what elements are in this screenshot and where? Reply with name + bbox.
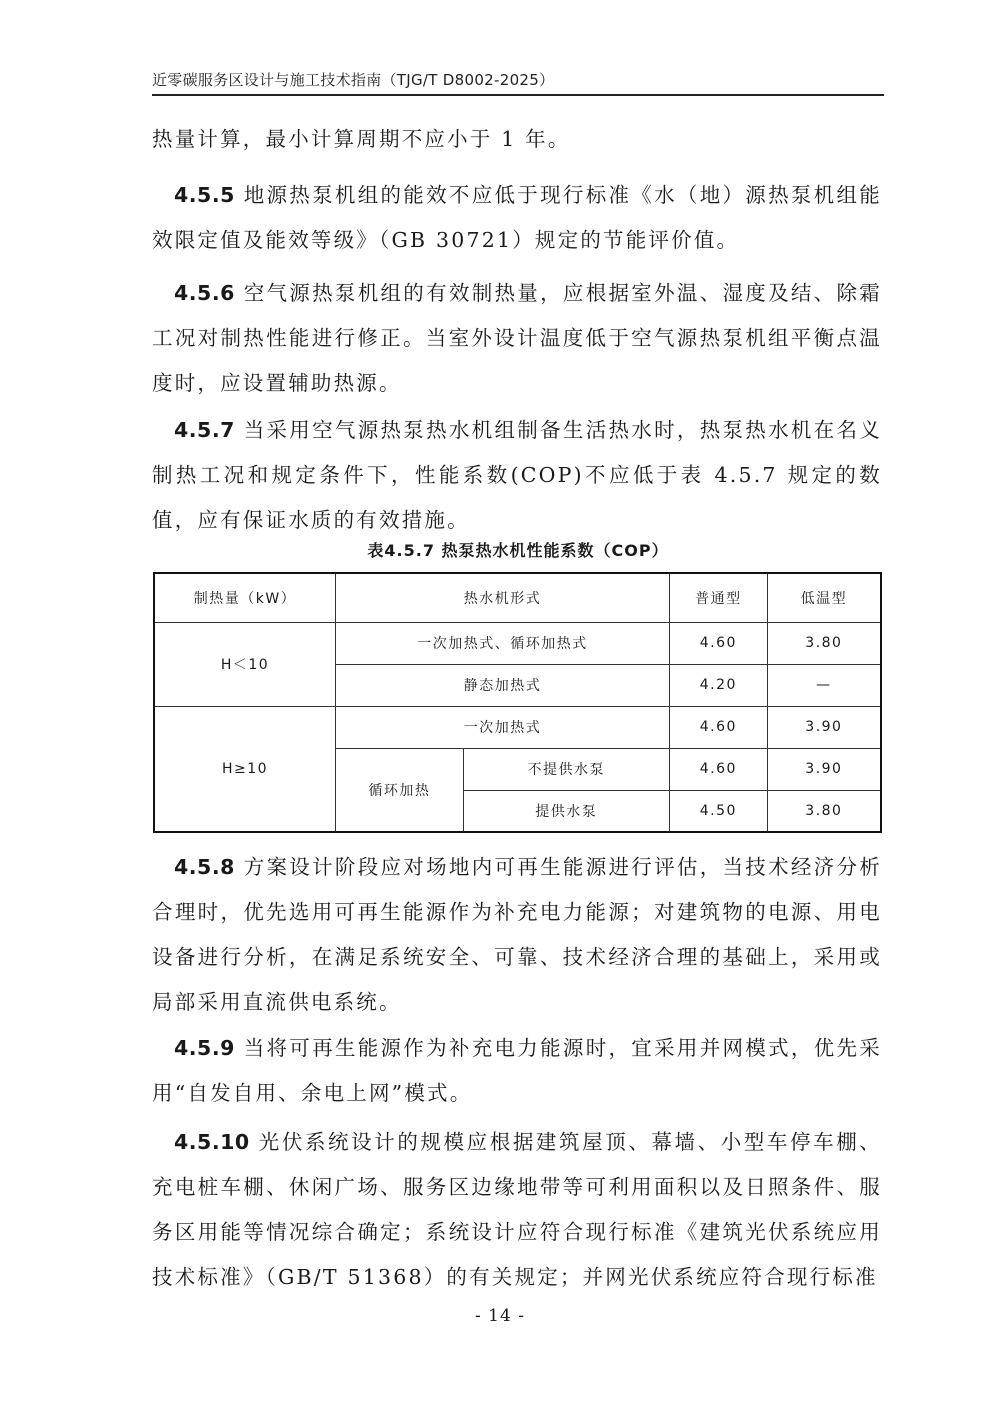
clause-number: 4.5.5 — [174, 183, 235, 207]
clause-text: 光伏系统设计的规模应根据建筑屋顶、幕墙、小型车停车棚、充电桩车棚、休闲广场、服务区边缘地带等可利用面积以及日照条件、服务区用能等情况综合确定；系统设计应符合现行标准《建筑光伏系统应用技术标准》（GB/T 51368）的有关规定；并网光伏系统应符合现行标准 — [152, 1130, 882, 1289]
paragraph-text: 热量计算，最小计算周期不应小于 1 年。 — [152, 127, 571, 151]
normal-cop-cell: 4.50 — [669, 790, 767, 832]
normal-cop-cell: 4.60 — [669, 748, 767, 790]
clause-number: 4.5.9 — [174, 1036, 235, 1060]
header-low: 低温型 — [767, 573, 881, 622]
table-row — [154, 706, 881, 748]
capacity-cell: H≥10 — [154, 706, 336, 832]
clause-4-5-6 — [152, 271, 882, 406]
low-cop-cell: 3.90 — [767, 706, 881, 748]
normal-cop-cell: 4.20 — [669, 664, 767, 706]
clause-text: 当采用空气源热泵热水机组制备生活热水时，热泵热水机在名义制热工况和规定条件下，性能系数(COP)不应低于表 4.5.7 规定的数值，应有保证水质的有效措施。 — [152, 418, 882, 532]
clause-number: 4.5.6 — [174, 281, 235, 305]
form-cell: 静态加热式 — [336, 664, 670, 706]
capacity-cell: H＜10 — [154, 622, 336, 706]
table-header-row — [154, 573, 881, 622]
table-caption: 表4.5.7 热泵热水机性能系数（COP） — [367, 541, 669, 560]
clause-text: 空气源热泵机组的有效制热量，应根据室外温、湿度及结、除霜工况对制热性能进行修正。当室外设计温度低于空气源热泵机组平衡点温度时，应设置辅助热源。 — [152, 281, 882, 395]
header-normal: 普通型 — [669, 573, 767, 622]
running-header: 近零碳服务区设计与施工技术指南（TJG/T D8002-2025） — [152, 66, 884, 96]
clause-number: 4.5.8 — [174, 855, 235, 879]
cycle-heating-cell: 循环加热 — [336, 748, 464, 832]
clause-4-5-8 — [152, 845, 882, 1025]
clause-text: 方案设计阶段应对场地内可再生能源进行评估，当技术经济分析合理时，优先选用可再生能源作为补充电力能源；对建筑物的电源、用电设备进行分析，在满足系统安全、可靠、技术经济合理的基础上，采用或局部采用直流供电系统。 — [152, 855, 882, 1014]
clause-4-5-5 — [152, 173, 882, 263]
paragraph-continuation — [152, 117, 882, 162]
header-form: 热水机形式 — [336, 573, 670, 622]
form-cell: 提供水泵 — [463, 790, 669, 832]
clause-4-5-7 — [152, 408, 882, 543]
low-cop-cell: 3.80 — [767, 622, 881, 664]
low-cop-cell: 3.80 — [767, 790, 881, 832]
clause-4-5-9 — [152, 1026, 882, 1116]
form-cell: 一次加热式、循环加热式 — [336, 622, 670, 664]
form-cell: 一次加热式 — [336, 706, 670, 748]
clause-number: 4.5.7 — [174, 418, 235, 442]
low-cop-cell: 3.90 — [767, 748, 881, 790]
page-number: - 14 - — [475, 1306, 525, 1326]
cop-table — [153, 572, 882, 833]
normal-cop-cell: 4.60 — [669, 706, 767, 748]
clause-4-5-10 — [152, 1120, 882, 1300]
table-row — [154, 622, 881, 664]
header-capacity: 制热量（kW） — [154, 573, 336, 622]
clause-text: 当将可再生能源作为补充电力能源时，宜采用并网模式，优先采用“自发自用、余电上网”模式。 — [152, 1036, 882, 1105]
form-cell: 不提供水泵 — [463, 748, 669, 790]
low-cop-cell: — — [767, 664, 881, 706]
normal-cop-cell: 4.60 — [669, 622, 767, 664]
clause-number: 4.5.10 — [174, 1130, 250, 1154]
clause-text: 地源热泵机组的能效不应低于现行标准《水（地）源热泵机组能效限定值及能效等级》（GB 30721）规定的节能评价值。 — [152, 183, 882, 252]
